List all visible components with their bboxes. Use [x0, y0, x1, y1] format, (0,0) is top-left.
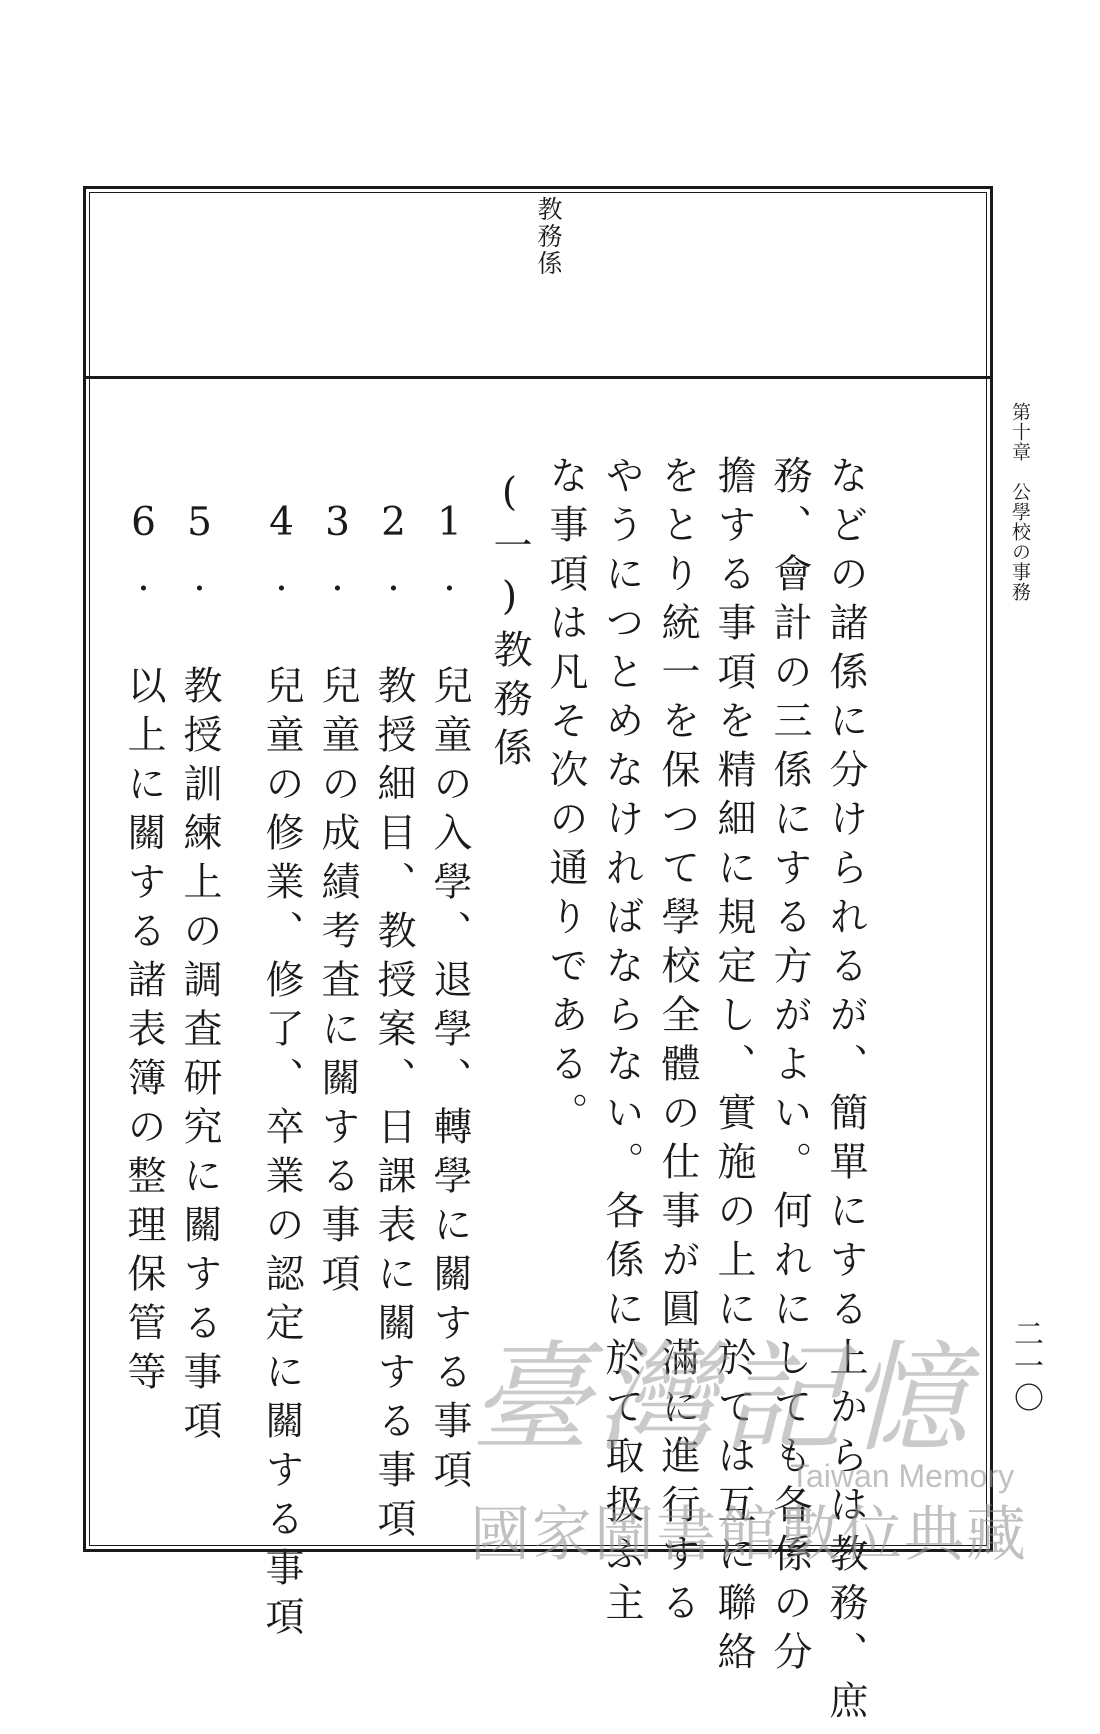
- page-number: 二一〇: [1008, 1318, 1043, 1414]
- paragraph-line-1: などの諸係に分けられるが、簡單にする上からは教務、庶: [823, 455, 868, 1729]
- watermark-english: Taiwan Memory: [790, 1458, 1015, 1494]
- paragraph-line-2: 務、會計の三係にする方がよい。何れにしても各係の分: [767, 455, 812, 1680]
- list-item-3: 3. 兒童の成績考査に關する事項: [315, 500, 360, 1302]
- watermark-chinese: 國家圖書館數位典藏: [470, 1500, 1028, 1570]
- section-heading: (一)教務係: [487, 470, 532, 776]
- section-header-title: 教務係: [534, 196, 563, 277]
- header-divider: [86, 376, 990, 379]
- list-item-4: 4. 兒童の修業、修了、卒業の認定に關する事項: [259, 500, 304, 1645]
- list-item-1: 1. 兒童の入學、退學、轉學に關する事項: [427, 500, 472, 1498]
- running-head: 第十章 公學校の事務: [1009, 402, 1031, 602]
- paragraph-line-4: をとり統一を保つて學校全體の仕事が圓滿に進行する: [655, 455, 700, 1631]
- paragraph-line-3: 擔する事項を精細に規定し、實施の上に於ては互に聯絡: [711, 455, 756, 1680]
- paragraph-line-5: やうにつとめなければならない。各係に於て取扱ふ主: [599, 455, 644, 1631]
- paragraph-line-6: な事項は凡そ次の通りである。: [543, 455, 588, 1141]
- list-item-5: 5. 教授訓練上の調査研究に關する事項: [177, 500, 222, 1449]
- watermark-logo: 臺灣記憶: [470, 1330, 974, 1469]
- list-item-2: 2. 教授細目、教授案、日課表に關する事項: [371, 500, 416, 1547]
- list-item-6: 6. 以上に關する諸表簿の整理保管等: [121, 500, 166, 1400]
